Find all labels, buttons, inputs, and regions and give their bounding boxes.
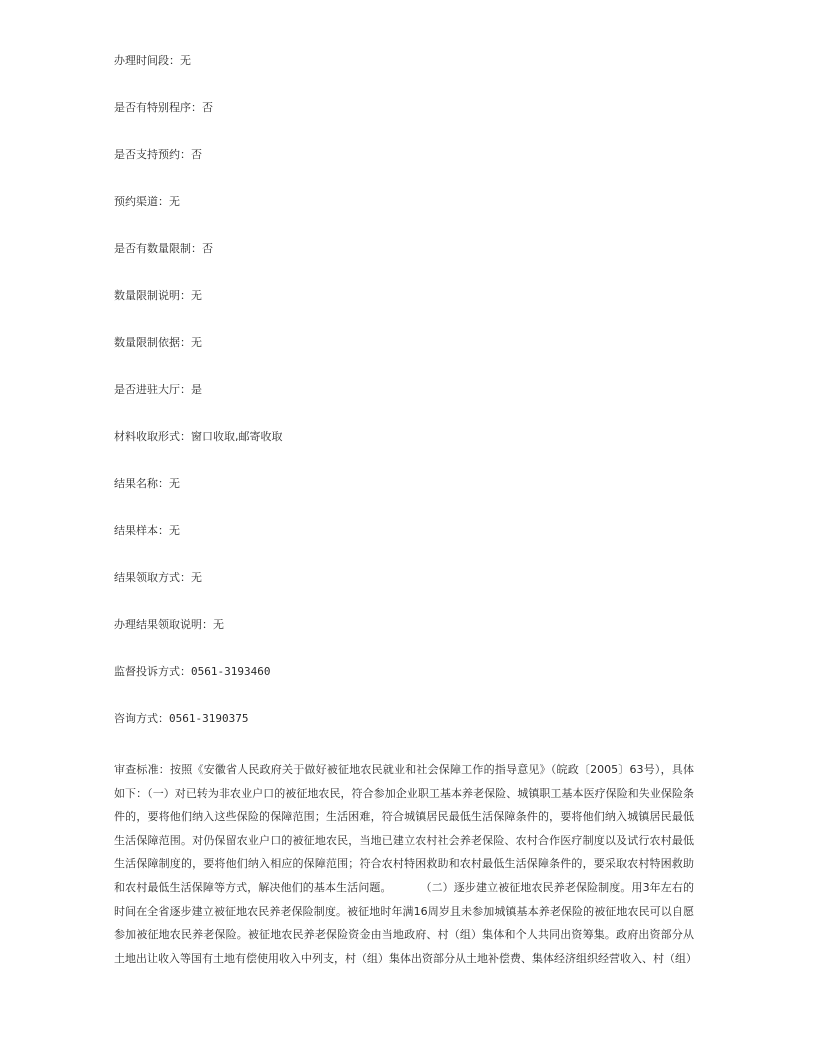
field-in-hall — [114, 383, 202, 397]
field-value: 否 — [191, 148, 202, 161]
field-value: 否 — [202, 242, 213, 255]
field-result-pickup-method — [114, 571, 202, 585]
field-handling-time — [114, 54, 191, 68]
field-result-sample — [114, 524, 180, 538]
field-special-procedure — [114, 101, 213, 115]
field-value: 是 — [191, 383, 202, 396]
field-result-name — [114, 477, 180, 491]
field-value: 无 — [169, 524, 180, 537]
field-label: 监督投诉方式： — [114, 665, 191, 678]
review-standard-paragraph: 审查标准：按照《安徽省人民政府关于做好被征地农民就业和社会保障工作的指导意见》（皖政〔2005〕63号），具体如下：（一）对已转为非农业户口的被征地农民，符合参加企业职工基本养老保险、城镇职工基本医疗保险和失业保险条件的，要将他们纳入这些保险的保障范围；生活困难，符合城镇居民最低生活保障条件的，要将他们纳入城镇居民最低生活保障范围。对仍保留农业户口的被征地农民，当地已建立农村社会养老保险、农村合作医疗制度以及试行农村最低生活保障制度的，要将他们纳入相应的保障范围；符合农村特困救助和农村最低生活保障条件的，要采取农村特困救助和农村最低生活保障等方式，解决他们的基本生活问题。 （二）逐步建立被征地农民养老保险制度。用3年左右的时间在全省逐步建立被征地农民养老保险制度。被征地时年满16周岁且未参加城镇基本养老保险的被征地农民可以自愿参加被征地农民养老保险。被征地农民养老保险资金由当地政府、村（组）集体和个人共同出资筹集。政府出资部分从土地出让收入等国有土地有偿使用收入中列支，村（组）集体出资部分从土地补偿费、集体经济组织经营收入、村（组） — [114, 763, 697, 965]
field-label: 结果样本： — [114, 524, 169, 537]
field-complaint-contact — [114, 665, 270, 679]
field-consult-contact — [114, 712, 248, 726]
field-value: 无 — [191, 571, 202, 584]
field-quantity-limit — [114, 242, 213, 256]
field-appointment-channel — [114, 195, 180, 209]
field-label: 结果名称： — [114, 477, 169, 490]
field-label: 咨询方式： — [114, 712, 169, 725]
field-value: 窗口收取,邮寄收取 — [191, 430, 283, 443]
field-label: 材料收取形式： — [114, 430, 191, 443]
field-appointment-support — [114, 148, 202, 162]
field-label: 办理结果领取说明： — [114, 618, 213, 631]
field-value: 无 — [180, 54, 191, 67]
field-label: 是否有数量限制： — [114, 242, 202, 255]
field-label: 数量限制说明： — [114, 289, 191, 302]
field-label: 数量限制依据： — [114, 336, 191, 349]
field-quantity-limit-basis — [114, 336, 202, 350]
field-value: 无 — [169, 477, 180, 490]
field-label: 办理时间段： — [114, 54, 180, 67]
field-quantity-limit-note — [114, 289, 202, 303]
field-label: 是否支持预约： — [114, 148, 191, 161]
field-label: 是否进驻大厅： — [114, 383, 191, 396]
field-value: 无 — [191, 336, 202, 349]
field-value: 无 — [169, 195, 180, 208]
field-material-collection — [114, 430, 283, 444]
field-value: 否 — [202, 101, 213, 114]
field-label: 是否有特别程序： — [114, 101, 202, 114]
field-label: 预约渠道： — [114, 195, 169, 208]
field-label: 结果领取方式： — [114, 571, 191, 584]
field-value: 无 — [213, 618, 224, 631]
field-result-pickup-note — [114, 618, 224, 632]
field-value: 无 — [191, 289, 202, 302]
field-value: 0561-3190375 — [169, 712, 249, 725]
field-value: 0561-3193460 — [191, 665, 271, 678]
